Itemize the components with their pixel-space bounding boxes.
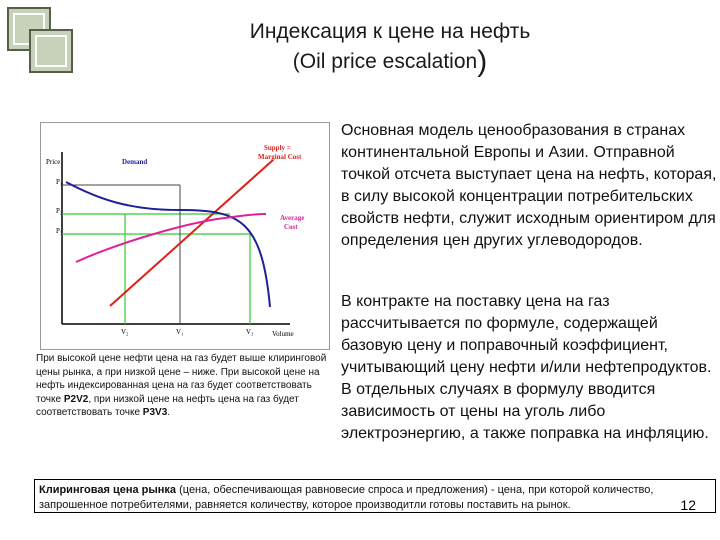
caption-text-1: При высокой цене нефти цена на газ будет выше клиринговой цены рынка, а при низкой цене – ниже. При высокой цене на нефть индексированная цена на газ будет соответствовать точке: [36, 353, 327, 405]
y-axis-label: Price: [46, 158, 61, 166]
x-axis-label: Volume: [272, 330, 294, 338]
figure-caption: [36, 352, 328, 420]
average-cost-label-line-2: Cost: [284, 223, 298, 231]
average-cost-label-line-1: Average: [280, 214, 305, 222]
paragraph-contract-formula: В контракте на поставку цена на газ рассчитывается по формуле, содержащей базовую цену и поправочный коэффициент, учитывающий цену нефти и/или нефтепродуктов. В отдельных случаях в формулу вводится зависимость от цены на уголь либо электроэнергию, а также поправка на инфляцию.: [341, 293, 712, 442]
logo-squares-icon: [6, 6, 76, 76]
v1-label: V₁: [176, 328, 184, 336]
caption-point-p3v3: P3V3: [142, 407, 168, 419]
caption-text-3: .: [167, 407, 171, 419]
slide-title-line-1: Индексация к цене на нефть: [249, 20, 531, 43]
slide-title-line-2: [150, 45, 630, 78]
slide-title-english: (Oil price escalation: [292, 50, 478, 73]
footnote-definition-box: [34, 479, 716, 513]
p1-label: P₁: [56, 178, 63, 186]
supply-label-line-1: Supply =: [264, 144, 291, 152]
caption-text-2: , при низкой цене на нефть цена на газ будет соответствовать точке: [36, 393, 299, 419]
footnote-term: Клиринговая цена рынка: [39, 484, 177, 496]
footnote-text: (цена, обеспечивающая равновесие спроса и предложения) - цена, при которой количество, запрошенное потребителями, равняется количеству, которое производитли готовы поставить на рынок.: [39, 484, 654, 511]
title-closing-paren: ): [477, 45, 488, 78]
page-number: 12: [680, 497, 696, 513]
v2-label: V₂: [121, 328, 129, 336]
paragraph-model-description: Основная модель ценообразования в странах континентальной Европы и Азии. Отправной точкой отсчета выступает цена на нефть, которая, в силу высокой концентрации потребительских свойств нефти, служит исходным ориентиром для определения цен других углеводородов.: [341, 122, 717, 249]
supply-label-line-2: Marginal Cost: [258, 153, 302, 161]
v3-label: V₃: [246, 328, 254, 336]
p2-label: P₂: [56, 207, 63, 215]
p3-label: P₃: [56, 227, 63, 235]
demand-label: Demand: [122, 158, 148, 166]
price-volume-diagram: [40, 122, 330, 350]
caption-point-p2v2: P2V2: [63, 393, 89, 405]
